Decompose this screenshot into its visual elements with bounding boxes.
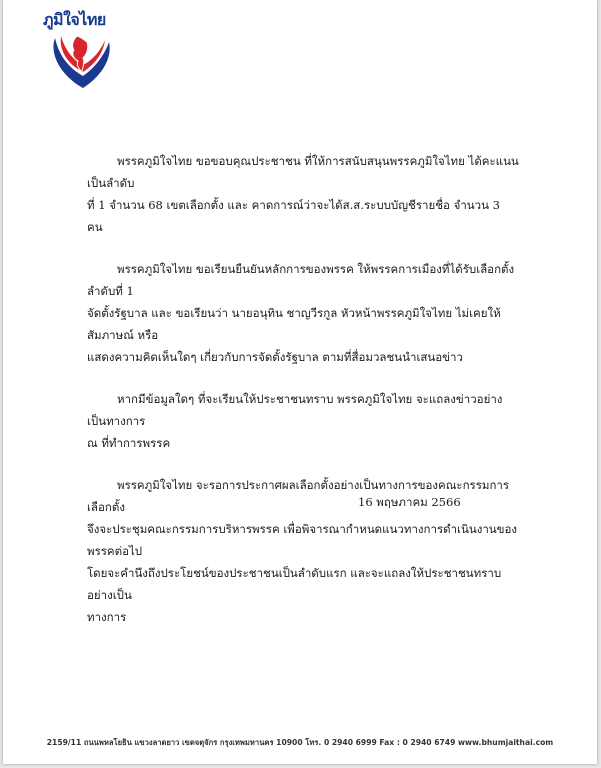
paragraph-4-line-1: พรรคภูมิใจไทย จะรอการประกาศผลเลือกตั้งอย่างเป็นทางการของคณะกรรมการเลือกตั้ง — [87, 478, 510, 514]
paragraph-3-line-2: ณ ที่ทำการพรรค — [87, 436, 171, 450]
paragraph-2-line-2: จัดตั้งรัฐบาล และ ขอเรียนว่า นายอนุทิน ชาญวีรกูล หัวหน้าพรรคภูมิใจไทย ไม่เคยให้สัมภาษณ์ หรือ — [87, 306, 501, 342]
logo-name: ภูมิใจไทย — [43, 10, 106, 29]
paragraph-4-line-2: จึงจะประชุมคณะกรรมการบริหารพรรค เพื่อพิจารณากำหนดแนวทางการดำเนินงานของพรรคต่อไป — [87, 522, 518, 558]
paragraph-1-line-2: ที่ 1 จำนวน 68 เขตเลือกตั้ง และ คาดการณ์ว่าจะได้ส.ส.ระบบบัญชีรายชื่อ จำนวน 3 คน — [87, 198, 500, 234]
letter-page — [3, 0, 597, 764]
paragraph-1-line-1: พรรคภูมิใจไทย ขอขอบคุณประชาชน ที่ให้การสนับสนุนพรรคภูมิใจไทย ได้คะแนนเป็นลำดับ — [87, 154, 519, 190]
letter-body — [87, 150, 519, 648]
paragraph-2-line-3: แสดงความคิดเห็นใดๆ เกี่ยวกับการจัดตั้งรัฐบาล ตามที่สื่อมวลชนนำเสนอข่าว — [87, 350, 463, 364]
letter-date: 16 พฤษภาคม 2566 — [358, 495, 461, 509]
paragraph-3 — [87, 388, 519, 454]
paragraph-4-line-4: ทางการ — [87, 610, 127, 624]
footer-address: 2159/11 ถนนพหลโยธิน แขวงลาดยาว เขตจตุจักร กรุงเทพมหานคร 10900 โทร. 0 2940 6999 Fax : 0 2940 6749 www.bhumjaithai.com — [46, 738, 554, 747]
party-logo — [41, 6, 121, 94]
paragraph-1 — [87, 150, 519, 238]
paragraph-4-line-3: โดยจะคำนึงถึงประโยชน์ของประชาชนเป็นลำดับแรก และจะแถลงให้ประชาชนทราบอย่างเป็น — [87, 566, 502, 602]
paragraph-2-line-1: พรรคภูมิใจไทย ขอเรียนยืนยันหลักการของพรรค ให้พรรคการเมืองที่ได้รับเลือกตั้งลำดับที่ 1 — [87, 262, 515, 298]
thailand-heart-icon — [47, 32, 117, 92]
paragraph-3-line-1: หากมีข้อมูลใดๆ ที่จะเรียนให้ประชาชนทราบ พรรคภูมิใจไทย จะแถลงข่าวอย่างเป็นทางการ — [87, 392, 503, 428]
paragraph-2 — [87, 258, 519, 368]
